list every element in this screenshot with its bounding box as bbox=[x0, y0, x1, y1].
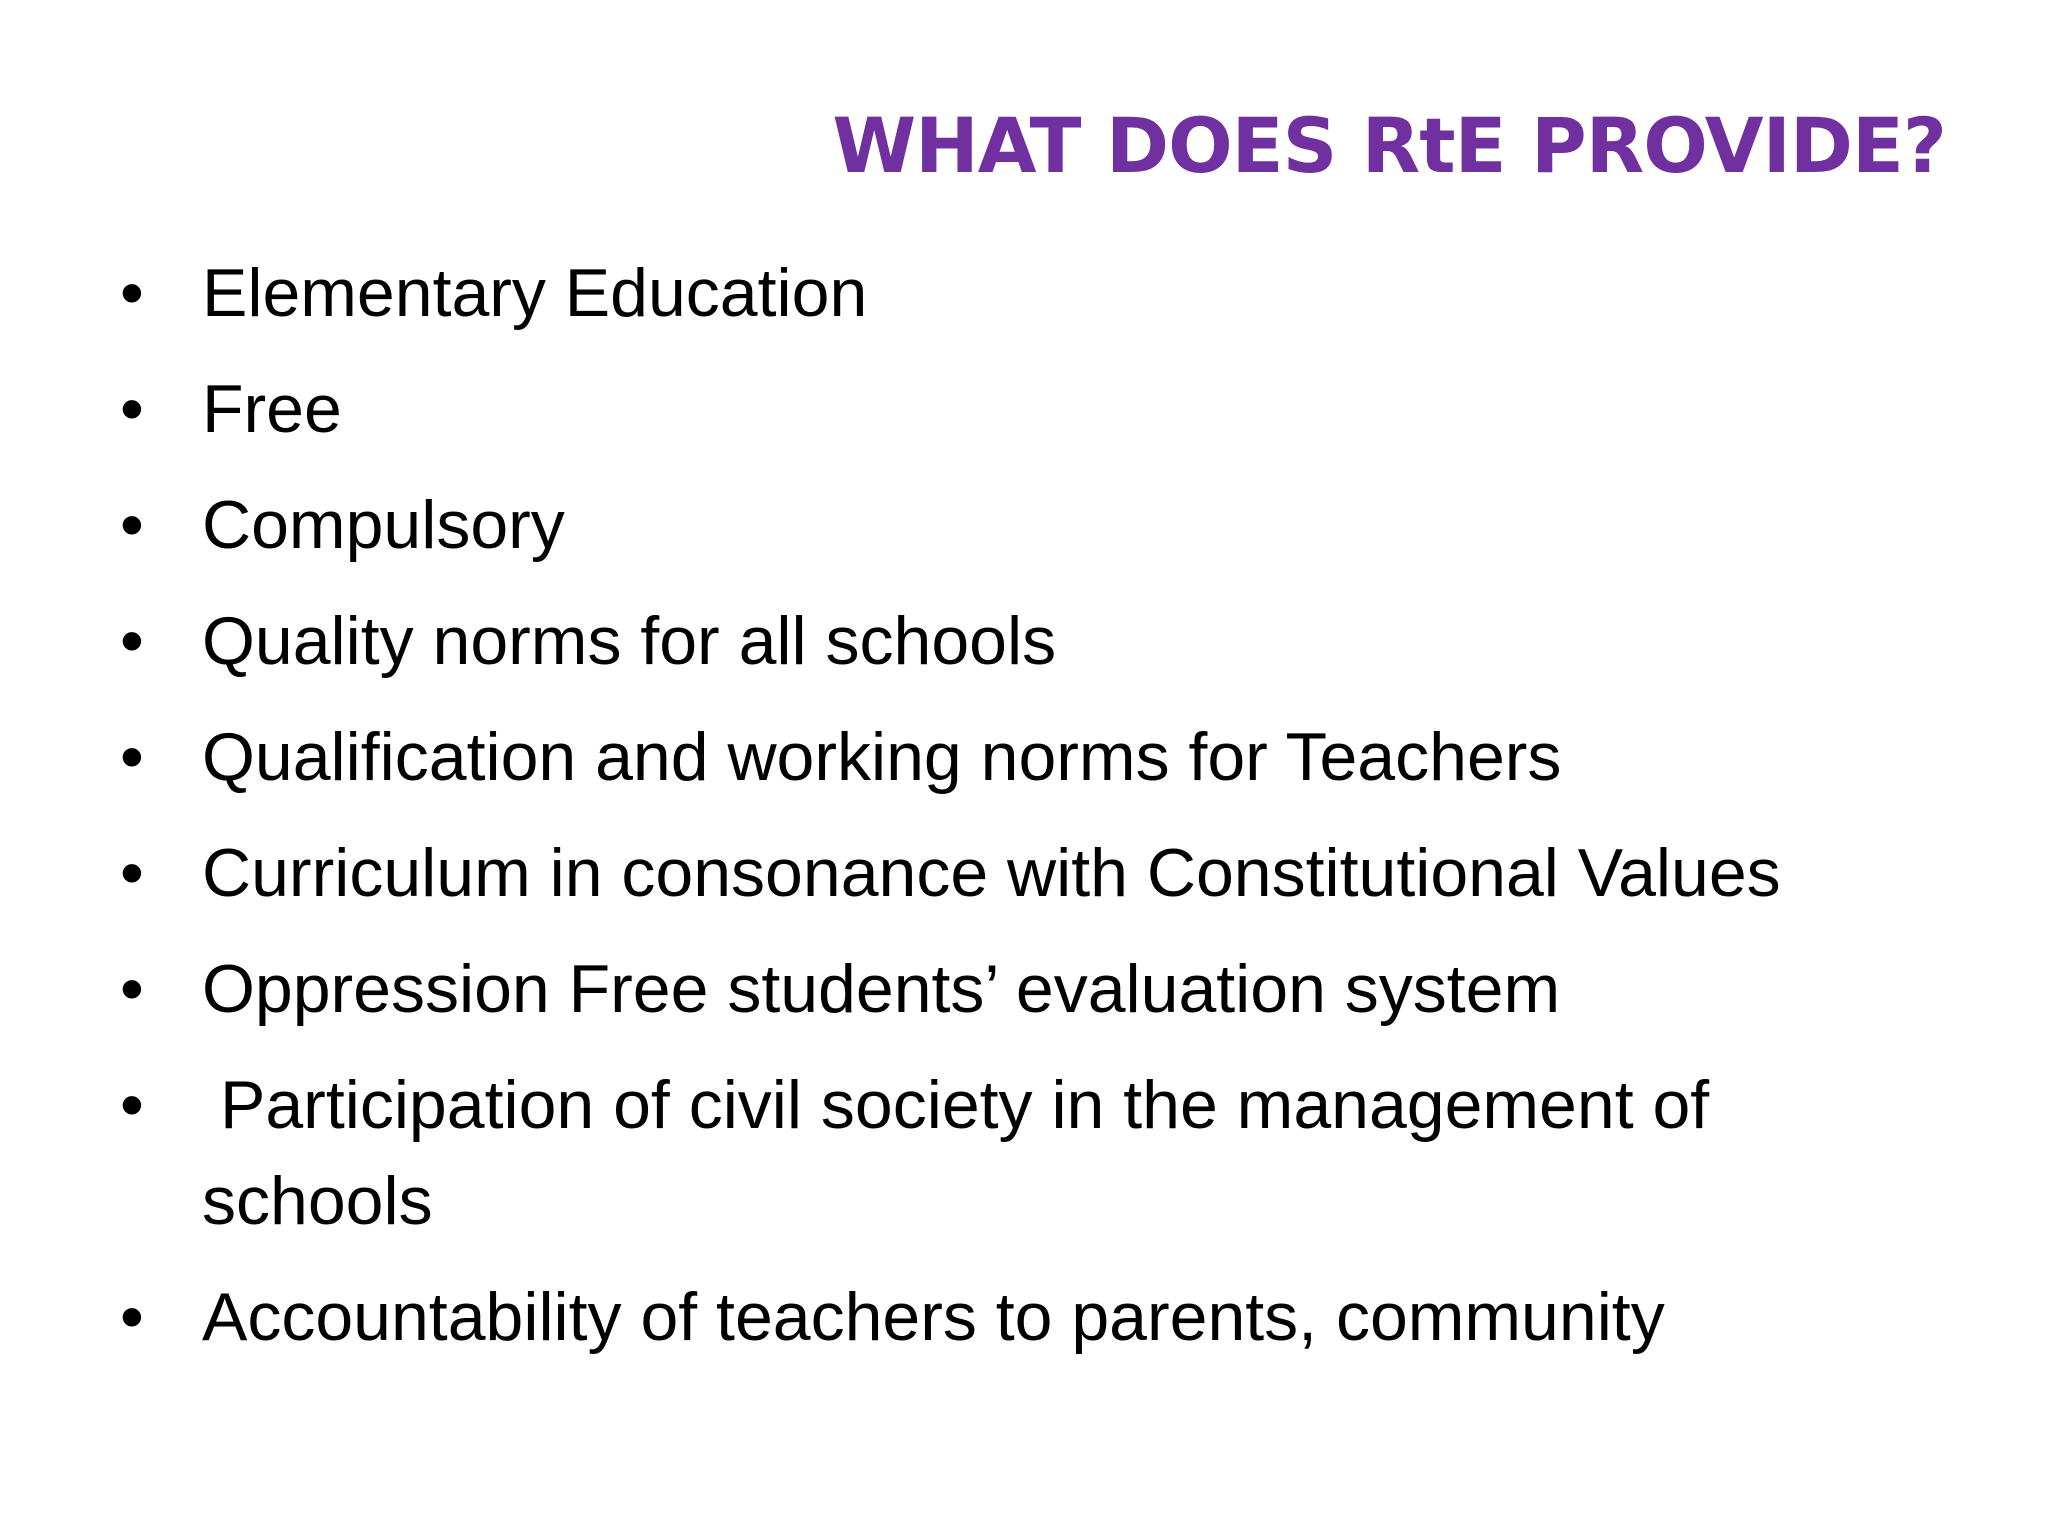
list-item-text: Qualification and working norms for Teachers bbox=[202, 719, 1562, 795]
slide-title: WHAT DOES RtE PROVIDE? bbox=[832, 101, 1946, 190]
bullet-icon: • bbox=[120, 835, 144, 911]
bullet-icon: • bbox=[120, 719, 144, 795]
bullet-icon: • bbox=[120, 1067, 144, 1143]
list-item-text: Free bbox=[202, 371, 342, 447]
bullet-icon: • bbox=[120, 951, 144, 1027]
list-item-text: Oppression Free students’ evaluation system bbox=[202, 951, 1561, 1027]
bullet-icon: • bbox=[120, 1279, 144, 1355]
bullet-icon: • bbox=[120, 603, 144, 679]
list-item bbox=[120, 941, 1950, 1037]
list-item-text: Elementary Education bbox=[202, 255, 868, 331]
list-item bbox=[120, 1057, 1950, 1249]
bullet-icon: • bbox=[120, 371, 144, 447]
list-item bbox=[120, 477, 1950, 573]
list-item bbox=[120, 1269, 1950, 1365]
list-item bbox=[120, 593, 1950, 689]
bullet-list bbox=[120, 245, 1950, 1385]
list-item bbox=[120, 709, 1950, 805]
list-item-text: Compulsory bbox=[202, 487, 565, 563]
list-item-text: Quality norms for all schools bbox=[202, 603, 1057, 679]
list-item-text: Accountability of teachers to parents, community bbox=[202, 1279, 1665, 1355]
list-item bbox=[120, 825, 1950, 921]
list-item-text: Participation of civil society in the management of schools bbox=[202, 1067, 1710, 1239]
bullet-icon: • bbox=[120, 487, 144, 563]
list-item bbox=[120, 245, 1950, 341]
list-item-text: Curriculum in consonance with Constitutional Values bbox=[202, 835, 1781, 911]
bullet-icon: • bbox=[120, 255, 144, 331]
list-item bbox=[120, 361, 1950, 457]
